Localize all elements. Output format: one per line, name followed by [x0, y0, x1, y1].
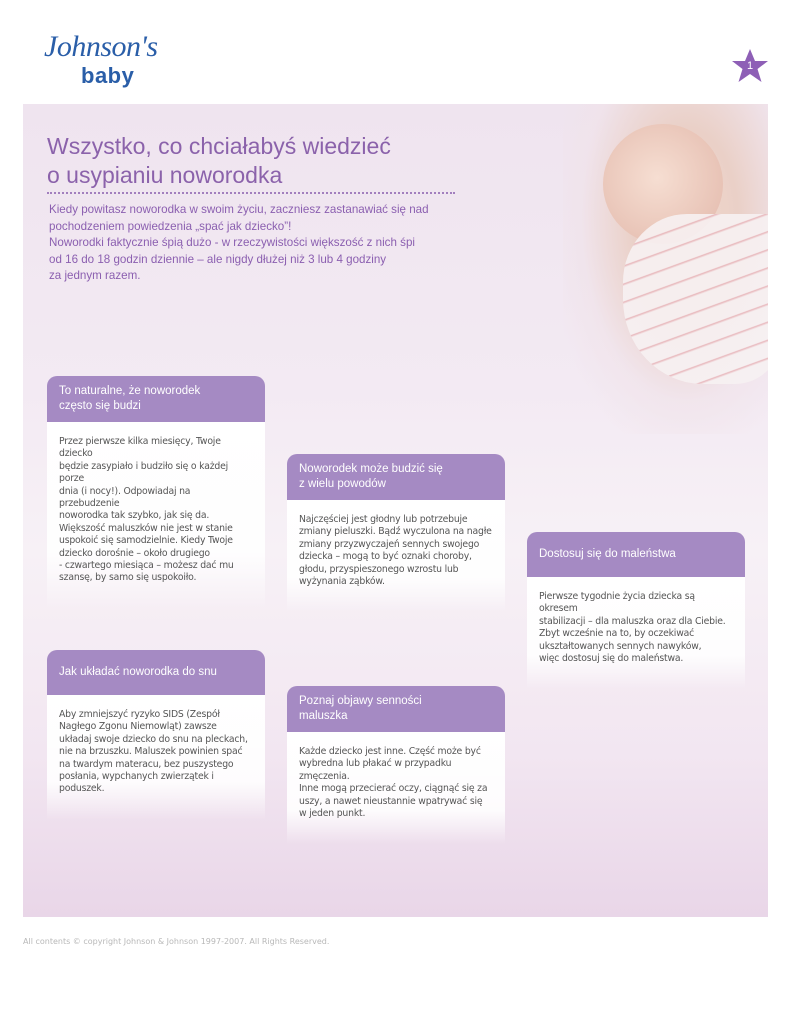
card-body-line: będzie zasypiało i budziło się o każdej porze	[59, 460, 228, 485]
card-body-line: ukształtowanych sennych nawyków,	[539, 640, 702, 652]
card-title	[287, 686, 505, 732]
page-number: 1	[746, 60, 754, 72]
card-title-line: Jak układać noworodka do snu	[59, 666, 217, 678]
card-body-line: nie na brzuszku. Maluszek powinien spać	[59, 746, 243, 758]
card-body-line: Nagłego Zgonu Niemowląt) zawsze	[59, 721, 217, 733]
copyright-footer: All contents © copyright Johnson & Johnson 1997-2007. All Rights Reserved.	[23, 937, 330, 946]
card-body-line: Inne mogą przecierać oczy, ciągnąć się za	[299, 783, 488, 795]
card-body-line: Aby zmniejszyć ryzyko SIDS (Zespół	[59, 709, 220, 720]
card-body-line: na twardym materacu, bez puszystego	[59, 758, 234, 770]
card-body-line: Najczęściej jest głodny lub potrzebuje	[299, 514, 468, 525]
card-adapt	[527, 532, 745, 689]
intro-line: Noworodki faktycznie śpią dużo - w rzeczywistości większość z nich śpi	[49, 236, 415, 249]
card-body-line: Zbyt wcześnie na to, by oczekiwać	[539, 628, 695, 640]
card-title-line: Dostosuj się do maleństwa	[539, 548, 676, 560]
intro-text	[49, 202, 469, 285]
card-title-line: Noworodek może budzić się	[299, 463, 443, 475]
card-body-line: w jeden punkt.	[299, 808, 366, 820]
card-title-line: często się budzi	[59, 400, 141, 412]
card-body-line: - czwartego miesiąca – możesz dać mu	[59, 560, 234, 572]
logo-baby: baby	[81, 63, 135, 88]
card-body	[527, 577, 745, 689]
intro-line: Kiedy powitasz noworodka w swoim życiu, zaczniesz zastanawiać się nad	[49, 203, 429, 216]
card-body-line: Większość maluszków nie jest w stanie	[59, 522, 233, 534]
intro-line: pochodzeniem powiedzenia „spać jak dziecko”!	[49, 219, 292, 233]
intro-line: za jednym razem.	[49, 269, 141, 282]
card-title-line: Poznaj objawy senności	[299, 695, 422, 707]
card-body-line: wybredna lub płakać w przypadku zmęczenia.	[299, 758, 452, 782]
dotted-divider	[47, 192, 455, 194]
card-title	[527, 532, 745, 577]
card-body-line: szansę, by samo się uspokoiło.	[59, 572, 197, 584]
card-body-line: dziecka – mogą to być oznaki choroby,	[299, 551, 472, 563]
blanket-shape	[623, 214, 768, 384]
card-wakes-often	[47, 376, 265, 609]
card-body	[287, 732, 505, 844]
card-title-line: To naturalne, że noworodek	[59, 385, 201, 397]
card-body-line: dziecko dorośnie – około drugiego	[59, 547, 210, 559]
logo-script: Johnson's	[44, 30, 158, 63]
card-body-line: układaj swoje dziecko do snu na pleckach,	[59, 733, 248, 745]
card-body-line: stabilizacji – dla maluszka oraz dla Ciebie.	[539, 615, 726, 627]
card-body-line: zmiany przyzwyczajeń sennych swojego	[299, 538, 480, 550]
title-line: Wszystko, co chciałabyś wiedzieć	[47, 133, 391, 159]
card-title-line: z wielu powodów	[299, 478, 386, 490]
card-body-line: uszy, a nawet nieustannie wpatrywać się	[299, 795, 483, 807]
card-body	[287, 500, 505, 612]
card-body-line: dnia (i nocy!). Odpowiadaj na przebudzenie	[59, 485, 191, 510]
card-body-line: posłania, wypchanych zwierzątek i poduszek.	[59, 771, 214, 795]
card-body-line: głodu, przyspieszonego wzrostu lub	[299, 563, 459, 575]
card-body-line: Pierwsze tygodnie życia dziecka są okresem	[539, 591, 695, 615]
card-body-line: uspokoić się samodzielnie. Kiedy Twoje	[59, 535, 233, 547]
intro-line: od 16 do 18 godzin dziennie – ale nigdy dłużej niż 3 lub 4 godziny	[49, 252, 387, 266]
card-title	[287, 454, 505, 500]
card-sleepiness-signs	[287, 686, 505, 844]
card-title	[47, 376, 265, 422]
card-sleep-position	[47, 650, 265, 820]
card-title-line: maluszka	[299, 710, 348, 722]
card-body-line: Każde dziecko jest inne. Część może być	[299, 746, 481, 757]
card-body-line: zmiany pieluszki. Bądź wyczulona na nagłe	[299, 526, 492, 538]
card-body	[47, 422, 265, 609]
title-line: o usypianiu noworodka	[47, 162, 283, 188]
card-wake-reasons	[287, 454, 505, 612]
sleeping-baby-photo	[563, 104, 768, 434]
card-body	[47, 695, 265, 820]
card-title	[47, 650, 265, 695]
card-body-line: wyżynania ząbków.	[299, 576, 385, 588]
card-body-line: noworodka tak szybko, jak się da.	[59, 510, 210, 522]
card-body-line: Przez pierwsze kilka miesięcy, Twoje dziecko	[59, 436, 221, 460]
page-title	[47, 132, 467, 190]
card-body-line: więc dostosuj się do maleństwa.	[539, 653, 684, 665]
page-number-badge	[731, 48, 769, 84]
johnsons-baby-logo	[44, 30, 174, 92]
